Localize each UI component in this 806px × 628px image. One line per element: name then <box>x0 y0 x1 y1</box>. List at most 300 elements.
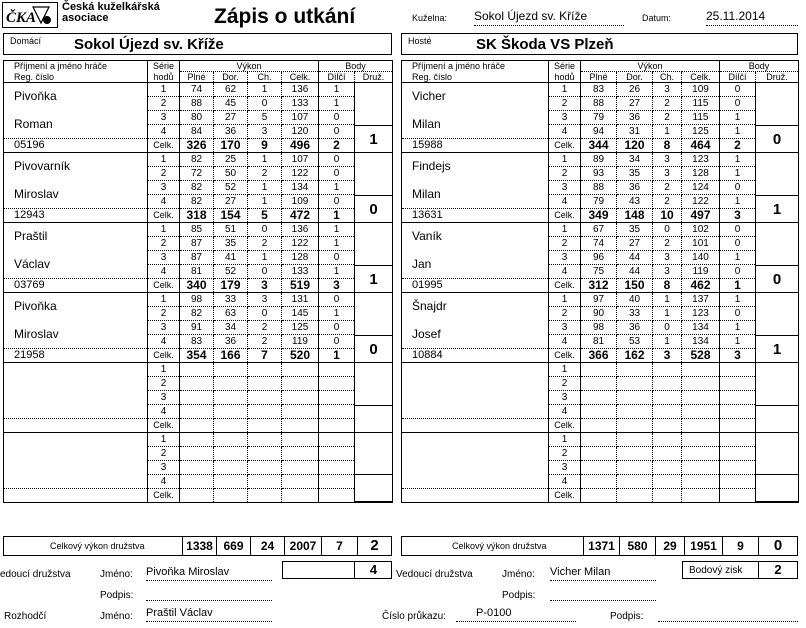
series-row <box>4 363 393 377</box>
serie-number: 1 <box>148 363 180 377</box>
total-plne: 354 <box>180 349 214 363</box>
celk-value <box>282 377 319 391</box>
player-first-name <box>4 391 148 419</box>
series-row <box>402 293 799 307</box>
celk-row-label: Celk. <box>148 139 180 153</box>
dilci-value: 0 <box>319 111 355 125</box>
druz-cell <box>756 223 799 293</box>
total-celk: 496 <box>282 139 319 153</box>
dor-value <box>214 447 248 461</box>
series-row <box>4 391 393 405</box>
dilci-value: 1 <box>720 111 756 125</box>
dor-value: 33 <box>214 293 248 307</box>
reg-head: Reg. číslo <box>402 72 549 83</box>
player-last-name: Pivoňka <box>4 293 148 321</box>
serie-number: 4 <box>549 195 581 209</box>
total-dilci: 3 <box>319 279 355 293</box>
plne-value <box>180 461 214 475</box>
celk-value: 102 <box>682 223 720 237</box>
series-row <box>4 111 393 125</box>
total-dor: 179 <box>214 279 248 293</box>
serie-number: 3 <box>148 181 180 195</box>
total-dilci <box>319 489 355 503</box>
player-reg-number: 21958 <box>4 349 148 363</box>
serie-number: 1 <box>549 83 581 97</box>
player-first-name: Jan <box>402 251 549 279</box>
total-ch <box>653 489 682 503</box>
series-row <box>402 433 799 447</box>
series-row <box>4 293 393 307</box>
guest-sum-dilci: 9 <box>722 537 758 555</box>
ch-value: 0 <box>248 97 282 111</box>
dilci-value: 0 <box>720 265 756 279</box>
player-total-row <box>4 489 393 503</box>
serie-number: 2 <box>148 307 180 321</box>
total-plne <box>180 489 214 503</box>
player-reg-number: 10884 <box>402 349 549 363</box>
dor-value: 35 <box>617 223 653 237</box>
ch-value: 1 <box>248 195 282 209</box>
dilci-value: 1 <box>720 293 756 307</box>
total-celk: 528 <box>682 349 720 363</box>
dor-value: 50 <box>214 167 248 181</box>
guest-sum-celk: 1951 <box>684 537 722 555</box>
plne-value <box>180 433 214 447</box>
guest-summary-row <box>401 536 798 556</box>
series-row <box>4 153 393 167</box>
series-row <box>4 181 393 195</box>
dor-value: 25 <box>214 153 248 167</box>
kuzelna-value: Sokol Újezd sv. Kříže <box>474 9 624 26</box>
total-dilci: 1 <box>319 209 355 223</box>
player-first-name: Roman <box>4 111 148 139</box>
series-row <box>402 251 799 265</box>
celk-value: 109 <box>682 83 720 97</box>
total-dor <box>214 489 248 503</box>
plne-value: 98 <box>581 321 617 335</box>
dilci-value <box>720 391 756 405</box>
ch-value: 2 <box>653 237 682 251</box>
plne-value: 89 <box>581 153 617 167</box>
dilci-value <box>319 433 355 447</box>
dor-value <box>214 391 248 405</box>
total-ch: 8 <box>653 139 682 153</box>
dilci-value <box>319 475 355 489</box>
datum-value: 25.11.2014 <box>706 9 798 26</box>
serie-number: 4 <box>549 405 581 419</box>
celk-value: 125 <box>682 125 720 139</box>
total-dilci: 1 <box>720 279 756 293</box>
dor-value <box>617 405 653 419</box>
series-row <box>402 391 799 405</box>
total-celk: 464 <box>682 139 720 153</box>
player-total-row <box>402 279 799 293</box>
guest-sum-plne: 1371 <box>583 537 619 555</box>
dilci-value: 1 <box>319 83 355 97</box>
player-total-row <box>402 349 799 363</box>
dor-value: 27 <box>214 195 248 209</box>
dor-value: 27 <box>617 97 653 111</box>
home-sum-dor: 669 <box>216 537 250 555</box>
dilci-value: 0 <box>319 321 355 335</box>
serie-number: 1 <box>148 433 180 447</box>
serie-number: 4 <box>148 335 180 349</box>
celk-value: 133 <box>282 265 319 279</box>
ch-value: 1 <box>653 335 682 349</box>
serie-number: 4 <box>549 265 581 279</box>
plne-value <box>180 405 214 419</box>
player-reg-number: 13631 <box>402 209 549 223</box>
serie-number: 1 <box>549 363 581 377</box>
dor-value: 52 <box>214 265 248 279</box>
dor-value: 44 <box>617 251 653 265</box>
vykon-head: Výkon <box>581 61 720 72</box>
plne-value: 74 <box>180 83 214 97</box>
total-dor: 162 <box>617 349 653 363</box>
celk-value <box>682 433 720 447</box>
plne-value: 74 <box>581 237 617 251</box>
hodu-head: hodů <box>148 72 180 83</box>
dilci-value: 0 <box>319 125 355 139</box>
celk-value: 122 <box>282 237 319 251</box>
total-plne: 344 <box>581 139 617 153</box>
dor-value: 53 <box>617 335 653 349</box>
series-row <box>4 223 393 237</box>
dor-value <box>214 405 248 419</box>
rozhodci-podpis-field <box>658 607 798 622</box>
dilci-value <box>720 377 756 391</box>
total-plne: 340 <box>180 279 214 293</box>
player-first-name: Miroslav <box>4 321 148 349</box>
series-row <box>4 83 393 97</box>
total-ch: 7 <box>248 349 282 363</box>
player-total-row <box>4 279 393 293</box>
serie-head: Série <box>148 61 180 72</box>
org-name: Česká kuželkářská asociace <box>62 1 160 24</box>
player-reg-number: 15988 <box>402 139 549 153</box>
dor-value: 51 <box>214 223 248 237</box>
druz-cell <box>756 363 799 433</box>
dor-value: 33 <box>617 307 653 321</box>
ch-value <box>653 391 682 405</box>
serie-number: 3 <box>549 461 581 475</box>
ch-value: 3 <box>653 251 682 265</box>
player-last-name <box>4 433 148 461</box>
total-ch: 10 <box>653 209 682 223</box>
ch-value: 0 <box>653 321 682 335</box>
total-dilci: 1 <box>319 349 355 363</box>
ch-value: 1 <box>248 83 282 97</box>
total-celk: 519 <box>282 279 319 293</box>
celk-row-label: Celk. <box>549 349 581 363</box>
serie-number: 2 <box>148 377 180 391</box>
home-summary-row <box>3 536 392 556</box>
guest-leader-name: Vicher Milan <box>550 566 656 581</box>
druz-cell <box>355 363 393 433</box>
total-dor: 166 <box>214 349 248 363</box>
home-sum-dilci: 7 <box>321 537 357 555</box>
celk-value <box>282 391 319 405</box>
series-row <box>4 461 393 475</box>
series-row <box>4 321 393 335</box>
celk-value: 123 <box>682 307 720 321</box>
ch-value: 3 <box>248 125 282 139</box>
guest-label: Hosté <box>408 36 432 46</box>
ch-value: 0 <box>248 223 282 237</box>
ch-value: 3 <box>653 265 682 279</box>
dor-value <box>214 363 248 377</box>
dilci-value <box>720 363 756 377</box>
player-last-name <box>402 433 549 461</box>
series-row <box>402 223 799 237</box>
dor-value: 35 <box>214 237 248 251</box>
home-leader-name: Pivoňka Miroslav <box>146 566 272 581</box>
plne-value: 82 <box>180 153 214 167</box>
player-reg-number: 12943 <box>4 209 148 223</box>
dor-head: Dor. <box>214 72 248 83</box>
plne-value: 94 <box>581 125 617 139</box>
dor-value <box>214 461 248 475</box>
guest-jmeno-label: Jméno: <box>502 569 535 580</box>
druz-points <box>355 405 392 433</box>
home-sum-celk: 2007 <box>284 537 321 555</box>
total-dilci: 2 <box>720 139 756 153</box>
dor-value: 36 <box>617 111 653 125</box>
plne-value <box>180 447 214 461</box>
dilci-value: 0 <box>319 335 355 349</box>
serie-head: Série <box>549 61 581 72</box>
guest-podpis-field <box>550 587 656 601</box>
serie-number: 3 <box>549 391 581 405</box>
player-reg-number <box>402 419 549 433</box>
serie-number: 1 <box>549 153 581 167</box>
cka-logo <box>2 2 58 28</box>
home-summary-label: Celkový výkon družstva <box>50 541 145 551</box>
series-row <box>402 83 799 97</box>
guest-sum-dor: 580 <box>619 537 655 555</box>
celk-value: 134 <box>682 321 720 335</box>
celk-value <box>682 461 720 475</box>
dilci-value: 1 <box>319 265 355 279</box>
dilci-value: 0 <box>720 97 756 111</box>
total-dor: 170 <box>214 139 248 153</box>
ch-value <box>248 475 282 489</box>
plne-value: 93 <box>581 167 617 181</box>
serie-number: 3 <box>549 181 581 195</box>
serie-number: 4 <box>148 195 180 209</box>
celk-value <box>682 405 720 419</box>
dilci-value: 1 <box>720 195 756 209</box>
total-celk <box>682 419 720 433</box>
total-plne <box>180 419 214 433</box>
guest-sum-druz: 0 <box>758 537 797 555</box>
celk-value: 123 <box>682 153 720 167</box>
rozhodci-label: Rozhodčí <box>4 611 47 622</box>
rozhodci-name: Praštil Václav <box>146 607 272 622</box>
vykon-head: Výkon <box>180 61 319 72</box>
plne-value <box>180 391 214 405</box>
series-row <box>402 111 799 125</box>
celk-value: 125 <box>282 321 319 335</box>
ch-value: 3 <box>653 153 682 167</box>
dilci-value <box>319 363 355 377</box>
total-dilci <box>720 489 756 503</box>
total-dor: 148 <box>617 209 653 223</box>
plne-value: 79 <box>581 111 617 125</box>
dor-value <box>617 391 653 405</box>
player-total-row <box>4 209 393 223</box>
total-dor: 150 <box>617 279 653 293</box>
serie-number: 1 <box>549 293 581 307</box>
hodu-head: hodů <box>549 72 581 83</box>
dor-value: 36 <box>617 181 653 195</box>
series-row <box>402 153 799 167</box>
dor-value: 52 <box>214 181 248 195</box>
guest-podpis-label: Podpis: <box>502 590 536 601</box>
celk-value: 137 <box>682 293 720 307</box>
celk-row-label: Celk. <box>549 489 581 503</box>
serie-number: 2 <box>549 377 581 391</box>
total-ch: 3 <box>248 279 282 293</box>
guest-team-box <box>401 33 798 55</box>
guest-team-name: SK Škoda VS Plzeň <box>476 36 614 53</box>
celk-value <box>282 363 319 377</box>
dilci-value: 0 <box>319 167 355 181</box>
ch-value: 1 <box>653 293 682 307</box>
dilci-value: 1 <box>720 251 756 265</box>
dor-value <box>214 377 248 391</box>
body-head: Body <box>720 61 799 72</box>
serie-number: 2 <box>148 97 180 111</box>
serie-number: 3 <box>148 391 180 405</box>
druz-points <box>756 474 798 502</box>
celk-value: 136 <box>282 83 319 97</box>
celk-row-label: Celk. <box>549 279 581 293</box>
celk-row-label: Celk. <box>148 489 180 503</box>
player-last-name <box>402 363 549 391</box>
player-first-name <box>402 391 549 419</box>
plne-value: 91 <box>180 321 214 335</box>
serie-number: 4 <box>148 125 180 139</box>
ch-value <box>653 363 682 377</box>
ch-value <box>653 405 682 419</box>
plne-value: 81 <box>581 335 617 349</box>
series-row <box>4 433 393 447</box>
celk-value: 115 <box>682 111 720 125</box>
player-reg-number <box>402 489 549 503</box>
ch-value <box>248 461 282 475</box>
plne-value <box>581 405 617 419</box>
plne-value: 81 <box>180 265 214 279</box>
serie-number: 2 <box>549 97 581 111</box>
celk-row-label: Celk. <box>148 209 180 223</box>
plne-value: 97 <box>581 293 617 307</box>
total-ch: 5 <box>248 209 282 223</box>
home-leader-label: edoucí družstva <box>0 569 71 580</box>
celk-head: Celk. <box>282 72 319 83</box>
dor-value: 26 <box>617 83 653 97</box>
dor-value <box>617 363 653 377</box>
ch-value <box>248 377 282 391</box>
druz-points <box>355 474 392 502</box>
ch-value <box>653 433 682 447</box>
guest-summary-label: Celkový výkon družstva <box>452 541 547 551</box>
player-total-row <box>4 349 393 363</box>
plne-value <box>180 475 214 489</box>
bodovy-zisk-box <box>682 561 798 579</box>
plne-head: Plné <box>180 72 214 83</box>
dilci-value: 1 <box>319 223 355 237</box>
dilci-value <box>720 475 756 489</box>
name-head: Příjmení a jméno hráče <box>4 61 148 72</box>
series-row <box>4 251 393 265</box>
rozhodci-jmeno-label: Jméno: <box>100 611 133 622</box>
plne-value: 83 <box>581 83 617 97</box>
dor-value: 40 <box>617 293 653 307</box>
celk-value: 134 <box>682 335 720 349</box>
celk-value: 134 <box>282 181 319 195</box>
player-first-name: Josef <box>402 321 549 349</box>
player-reg-number: 01995 <box>402 279 549 293</box>
player-reg-number <box>4 419 148 433</box>
celk-row-label: Celk. <box>549 139 581 153</box>
dor-value: 43 <box>617 195 653 209</box>
plne-value: 84 <box>180 125 214 139</box>
ch-value <box>653 461 682 475</box>
druz-points: 0 <box>355 195 392 223</box>
player-first-name: Miroslav <box>4 181 148 209</box>
plne-value: 72 <box>180 167 214 181</box>
total-celk <box>282 419 319 433</box>
dor-value: 36 <box>617 321 653 335</box>
total-dor: 154 <box>214 209 248 223</box>
celk-value: 101 <box>682 237 720 251</box>
celk-value: 122 <box>282 167 319 181</box>
plne-value: 88 <box>180 97 214 111</box>
celk-row-label: Celk. <box>148 419 180 433</box>
total-dor <box>214 419 248 433</box>
player-total-row <box>4 419 393 433</box>
serie-number: 2 <box>549 447 581 461</box>
druz-head: Druž. <box>756 72 799 83</box>
dilci-value <box>319 447 355 461</box>
serie-number: 3 <box>549 251 581 265</box>
dor-value <box>617 475 653 489</box>
ch-value: 3 <box>653 83 682 97</box>
druz-points: 0 <box>756 265 798 293</box>
dilci-value <box>720 405 756 419</box>
serie-number: 4 <box>549 475 581 489</box>
player-first-name: Milan <box>402 111 549 139</box>
total-dor: 120 <box>617 139 653 153</box>
player-reg-number <box>4 489 148 503</box>
dor-value <box>617 461 653 475</box>
dor-value: 34 <box>617 153 653 167</box>
ch-value: 1 <box>653 307 682 321</box>
celk-value <box>282 405 319 419</box>
dilci-value: 1 <box>319 307 355 321</box>
home-team-name: Sokol Újezd sv. Kříže <box>74 36 224 53</box>
druz-cell <box>756 83 799 153</box>
celk-row-label: Celk. <box>148 279 180 293</box>
total-plne <box>581 489 617 503</box>
series-row <box>402 321 799 335</box>
total-dor <box>617 489 653 503</box>
player-last-name <box>4 363 148 391</box>
home-jmeno-label: Jméno: <box>100 569 133 580</box>
ch-value: 2 <box>653 97 682 111</box>
dilci-head: Dílčí <box>319 72 355 83</box>
